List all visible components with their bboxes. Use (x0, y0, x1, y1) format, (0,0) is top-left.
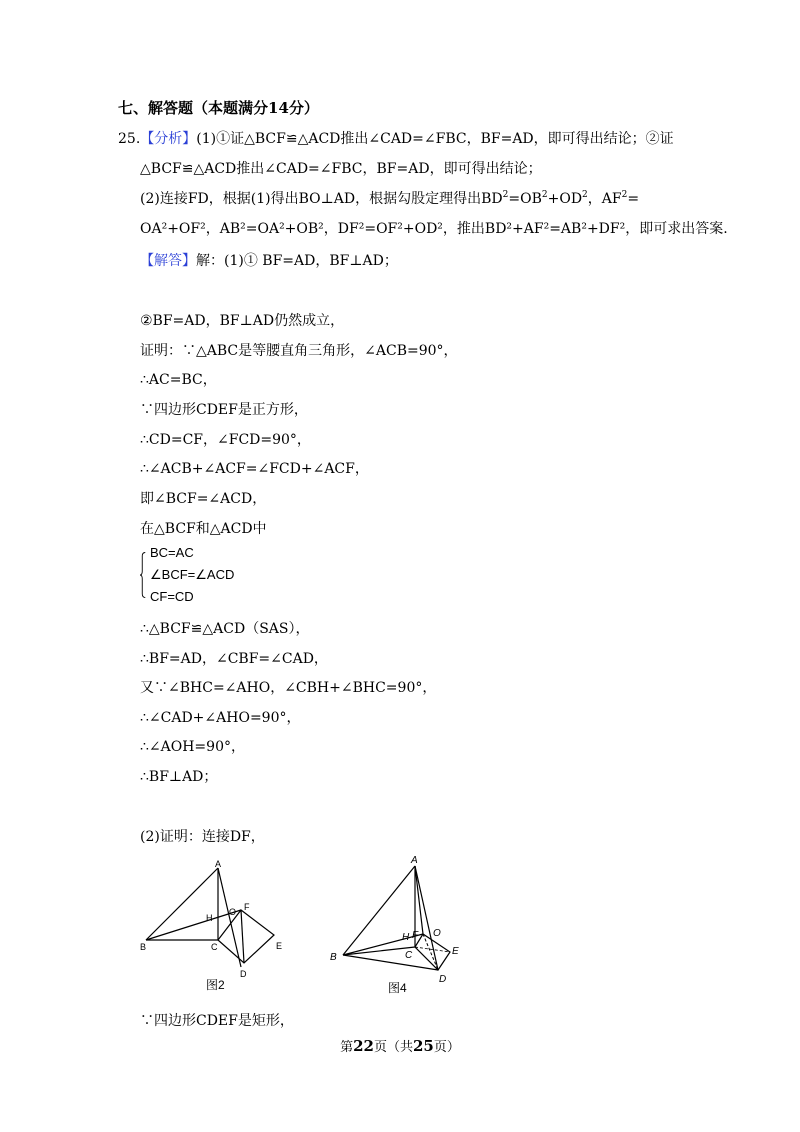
brace-icon (140, 545, 146, 605)
part2-heading: (2)证明：连接DF， (140, 829, 265, 845)
proof-line: 即∠BCF=∠ACD， (140, 491, 267, 507)
proof-line: 证明：∵△ABC是等腰直角三角形，∠ACB=90°， (140, 343, 458, 359)
solution-line-1 (140, 252, 398, 270)
fig2-label-E: E (276, 941, 283, 951)
footer-suffix: 页） (433, 1040, 460, 1055)
fig4-label-H: H (402, 932, 410, 943)
proof-line: ∴AC=BC， (140, 372, 217, 388)
proof-line: ∴BF=AD，∠CBF=∠CAD， (140, 651, 328, 667)
fig2-label-B: B (140, 942, 147, 952)
analysis-line-3: (2)连接FD，根据(1)得出BO⊥AD，根据勾股定理得出$BD^2=OB^2+OD^2$，$AF^2=$ (140, 190, 640, 207)
fig2-label-H: H (206, 913, 213, 923)
fig4-label-F: F (412, 930, 419, 941)
figure-4-diagram (325, 852, 475, 997)
system-row: CF=CD (150, 589, 194, 604)
analysis-text-3: (2)连接FD，根据(1)得出BO⊥AD，根据勾股定理得出BD (140, 191, 503, 207)
proof-line: ∴∠AOH=90°， (140, 739, 245, 755)
footer-prefix: 第 (340, 1040, 354, 1055)
proof-line: ∴∠ACB+∠ACF=∠FCD+∠ACF， (140, 461, 369, 477)
proof-line: ∴△BCF≌△ACD（SAS）， (140, 621, 310, 637)
analysis-line-1 (118, 130, 674, 148)
fig2-label-F: F (244, 902, 250, 912)
fig4-caption: 图4 (388, 981, 407, 995)
figure-2-diagram (136, 855, 306, 995)
proof-line: ∵四边形CDEF是正方形， (140, 402, 308, 418)
footer-page-number: 22 (353, 1037, 374, 1055)
proof-line: 在△BCF和△ACD中 (140, 521, 267, 537)
analysis-tag: 【分析】 (140, 131, 197, 147)
solution-text-1: 解：(1)① BF=AD，BF⊥AD； (196, 253, 398, 269)
footer-mid: 页（共 (373, 1040, 413, 1055)
fig4-label-B: B (330, 952, 337, 963)
fig4-label-A: A (411, 855, 418, 866)
fig4-label-D: D (439, 974, 447, 985)
fig2-label-C: C (211, 942, 218, 952)
system-row: ∠BCF=∠ACD (150, 567, 235, 582)
solution-tag: 【解答】 (140, 253, 196, 269)
fig4-label-O: O (433, 928, 441, 939)
proof-line: ∴∠CAD+∠AHO=90°， (140, 710, 301, 726)
proof-line: 又∵∠BHC=∠AHO，∠CBH+∠BHC=90°， (140, 680, 437, 696)
section-title: 七、解答题（本题满分14分） (118, 99, 319, 117)
proof-line: ∴CD=CF，∠FCD=90°， (140, 432, 311, 448)
fig2-caption: 图2 (206, 978, 225, 992)
problem-number: 25. (118, 131, 141, 147)
page-footer (0, 1036, 800, 1055)
system-row: BC=AC (150, 545, 194, 560)
proof-line: ∵四边形CDEF是矩形， (140, 1013, 294, 1029)
proof-line: ②BF=AD，BF⊥AD仍然成立， (140, 313, 345, 329)
proof-line: ∴BF⊥AD； (140, 769, 218, 785)
fig4-label-C: C (405, 950, 413, 961)
analysis-line-4: OA²+OF²，AB²=OA²+OB²，DF²=OF²+OD²，推出BD²+AF²=AB²+DF²，即可求出答案. (140, 221, 728, 237)
fig2-label-D: D (240, 969, 247, 979)
fig2-label-O: O (229, 907, 237, 917)
fig2-label-A: A (215, 859, 222, 869)
analysis-line-2: △BCF≌△ACD推出∠CAD=∠FBC，BF=AD，即可得出结论； (140, 161, 542, 177)
fig4-label-E: E (452, 946, 459, 957)
analysis-text-1: (1)①证△BCF≌△ACD推出∠CAD=∠FBC，BF=AD，即可得出结论；②证 (196, 131, 674, 147)
footer-total-pages: 25 (413, 1037, 434, 1055)
